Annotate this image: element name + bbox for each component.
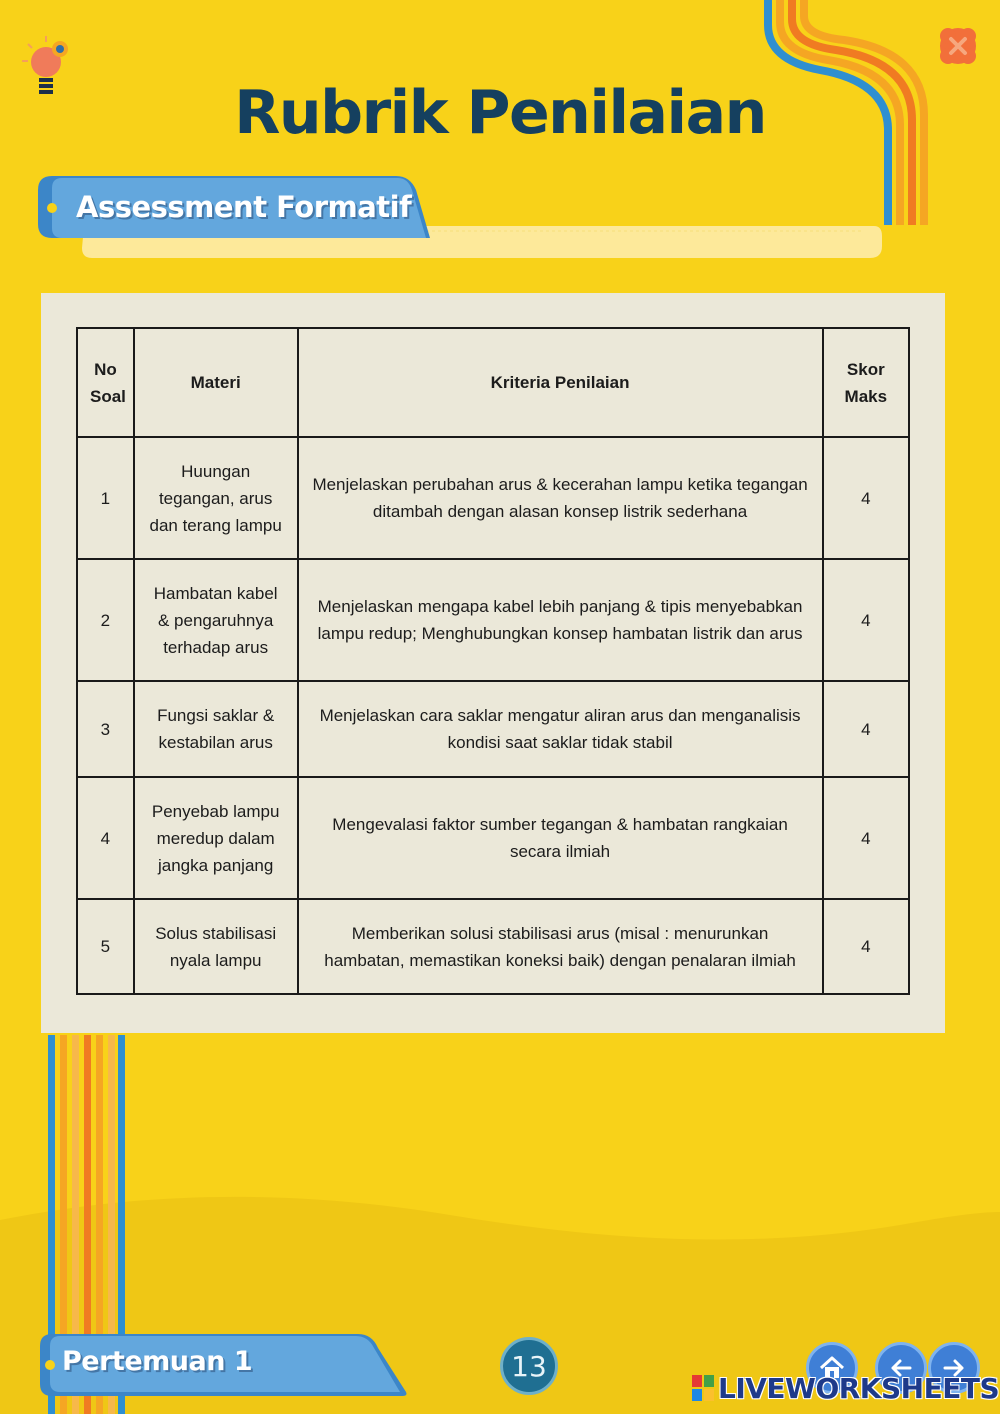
cell-skor: 4 [823,777,909,899]
cell-materi: Hambatan kabel & pengaruhnya terhadap arus [134,559,298,681]
page-title: Rubrik Penilaian [234,78,766,148]
page-number: 13 [500,1337,558,1395]
cell-kriteria: Menjelaskan perubahan arus & kecerahan lampu ketika tegangan ditambah dengan alasan konsep listrik sederhana [298,437,823,559]
header-materi: Materi [134,328,298,437]
table-row [77,437,909,559]
cell-skor: 4 [823,899,909,994]
meeting-label: Pertemuan 1 [62,1346,253,1377]
cell-kriteria: Mengevalasi faktor sumber tegangan & hambatan rangkaian secara ilmiah [298,777,823,899]
header-kriteria: Kriteria Penilaian [298,328,823,437]
cell-kriteria: Menjelaskan cara saklar mengatur aliran arus dan menganalisis kondisi saat saklar tidak stabil [298,681,823,777]
header-skor-maks: Skor Maks [823,328,909,437]
table-row [77,899,909,994]
liveworksheets-brand: LIVEWORKSHEETS [718,1371,1000,1405]
table-header-row [77,328,909,437]
liveworksheets-logo[interactable] [692,1370,999,1406]
rubric-table [76,327,910,995]
table-row [77,559,909,681]
cell-materi: Fungsi saklar & kestabilan arus [134,681,298,777]
cell-materi: Solus stabilisasi nyala lampu [134,899,298,994]
cell-kriteria: Memberikan solusi stabilisasi arus (misal : menurunkan hambatan, memastikan koneksi baik) dengan penalaran ilmiah [298,899,823,994]
cell-no: 1 [77,437,134,559]
cell-kriteria: Menjelaskan mengapa kabel lebih panjang & tipis menyebabkan lampu redup; Menghubungkan konsep hambatan listrik dan arus [298,559,823,681]
close-icon [936,24,980,68]
liveworksheets-mark-icon [692,1375,714,1401]
close-button[interactable] [936,24,980,68]
table-row [77,681,909,777]
cell-materi: Huungan tegangan, arus dan terang lampu [134,437,298,559]
cell-skor: 4 [823,437,909,559]
cell-no: 2 [77,559,134,681]
section-label: Assessment Formatif [76,190,412,224]
cell-materi: Penyebab lampu meredup dalam jangka panjang [134,777,298,899]
cell-skor: 4 [823,559,909,681]
cell-no: 4 [77,777,134,899]
cell-no: 5 [77,899,134,994]
header-no-soal: No Soal [77,328,134,437]
table-row [77,777,909,899]
cell-no: 3 [77,681,134,777]
cell-skor: 4 [823,681,909,777]
